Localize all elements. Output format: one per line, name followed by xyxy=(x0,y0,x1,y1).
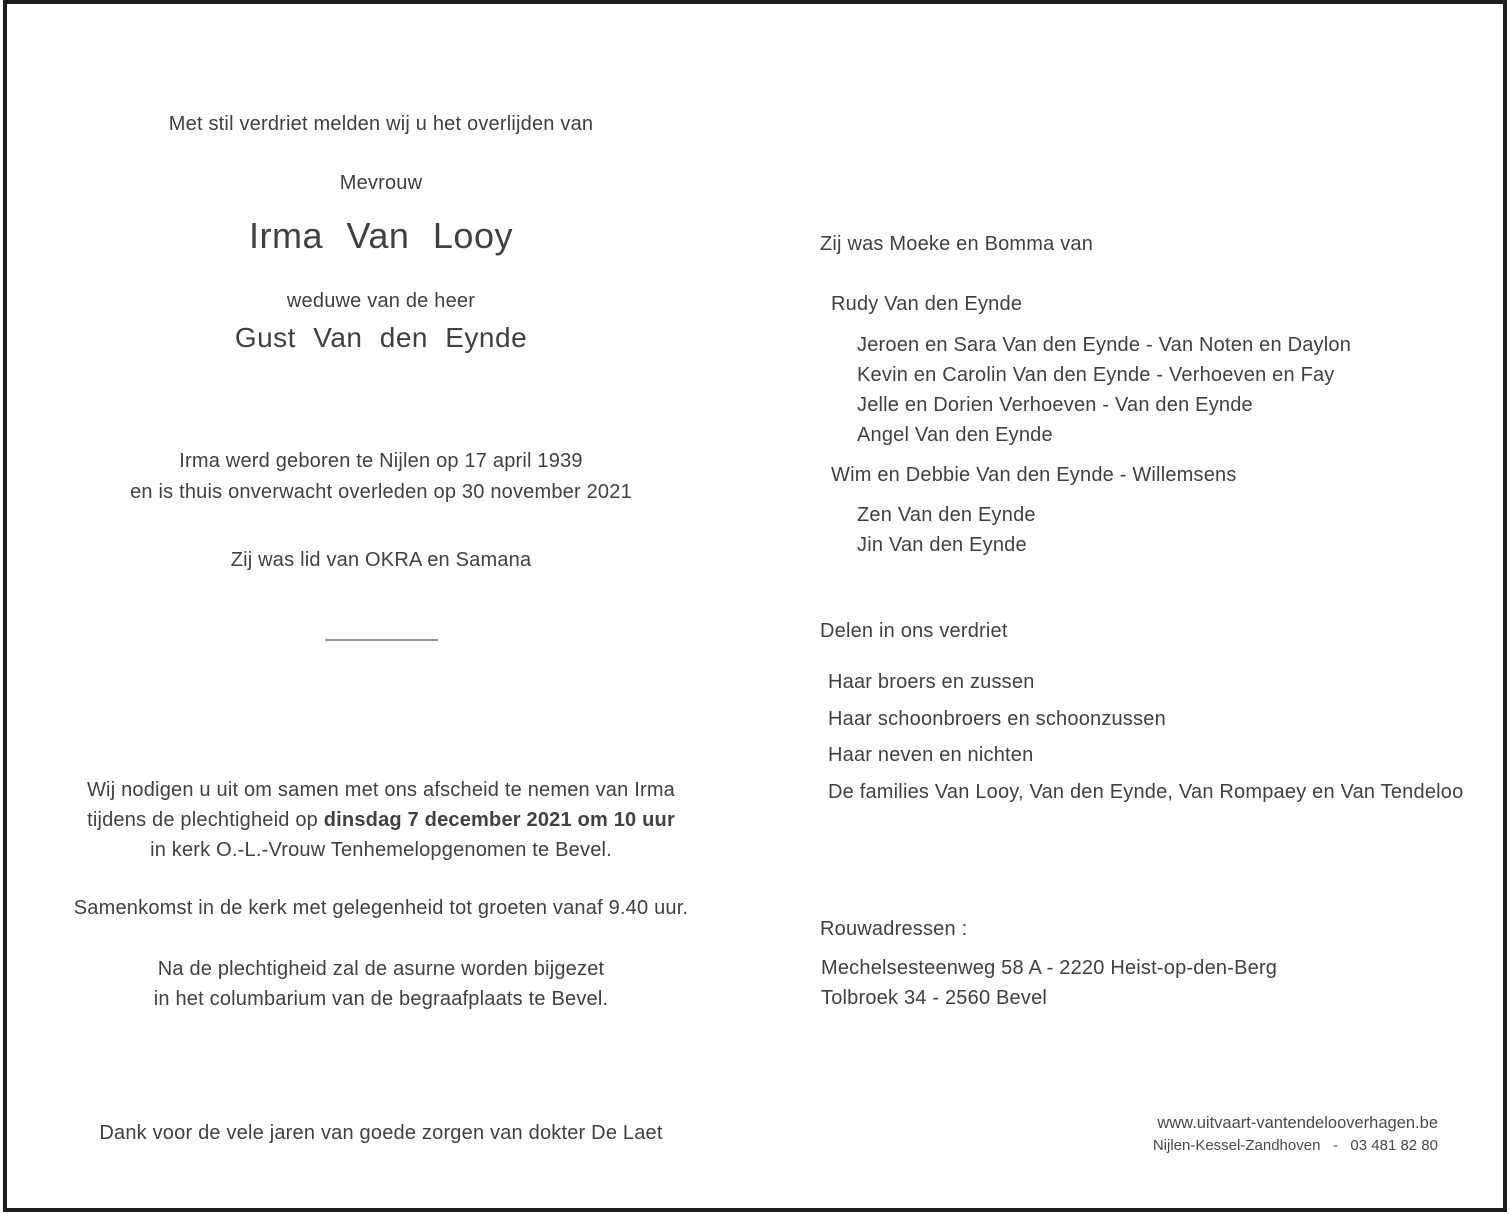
mourning-address: Tolbroek 34 - 2560 Bevel xyxy=(821,987,1048,1009)
salutation: Mevrouw xyxy=(339,172,423,194)
funeral-home-website: www.uitvaart-vantendelooverhagen.be xyxy=(1157,1114,1438,1132)
funeral-home-locations-phone: Nijlen-Kessel-Zandhoven - 03 481 82 80 xyxy=(1152,1137,1438,1154)
grandchild-line: Kevin en Carolin Van den Eynde - Verhoeven en Fay xyxy=(857,364,1335,386)
grandchild-line: Angel Van den Eynde xyxy=(857,424,1053,446)
mourning-addresses xyxy=(821,953,1277,1013)
grief-item: De families Van Looy, Van den Eynde, Van Rompaey en Van Tendeloo xyxy=(828,780,1464,803)
grandchildren-group-1 xyxy=(857,330,1351,450)
child-2: Wim en Debbie Van den Eynde - Willemsens xyxy=(831,464,1237,486)
thanks-line: Dank voor de vele jaren van goede zorgen van dokter De Laet xyxy=(99,1122,663,1144)
grandchildren-group-2 xyxy=(857,500,1036,560)
deceased-name: Irma Van Looy xyxy=(249,215,513,256)
death-line: en is thuis onverwacht overleden op 30 november 2021 xyxy=(130,481,632,503)
spouse-name: Gust Van den Eynde xyxy=(234,322,528,353)
mourning-address: Mechelsesteenweg 58 A - 2220 Heist-op-den-Berg xyxy=(821,957,1278,979)
grief-item: Haar schoonbroers en schoonzussen xyxy=(828,707,1166,730)
funeral-home-footer xyxy=(1153,1112,1438,1157)
widow-of-line: weduwe van de heer xyxy=(286,290,476,312)
ceremony-prefix: tijdens de plechtigheid op xyxy=(87,809,324,831)
invitation-block xyxy=(31,775,731,865)
invitation-line-2 xyxy=(31,805,731,835)
gathering-line: Samenkomst in de kerk met gelegenheid tot groeten vanaf 9.40 uur. xyxy=(73,897,689,919)
birth-line: Irma werd geboren te Nijlen op 17 april 1939 xyxy=(179,450,583,472)
grief-item: Haar broers en zussen xyxy=(828,671,1035,693)
grandchild-line: Jeroen en Sara Van den Eynde - Van Noten en Daylon xyxy=(857,334,1352,356)
urn-block xyxy=(31,954,731,1014)
family-header: Zij was Moeke en Bomma van xyxy=(820,233,1094,255)
grandchild-line: Zen Van den Eynde xyxy=(857,504,1036,526)
child-1: Rudy Van den Eynde xyxy=(831,293,1023,315)
invitation-line-1: Wij nodigen u uit om samen met ons afscheid te nemen van Irma xyxy=(86,779,676,801)
ceremony-datetime: dinsdag 7 december 2021 om 10 uur xyxy=(323,809,675,831)
grief-list xyxy=(828,664,1463,810)
birth-death-block xyxy=(31,446,731,508)
section-divider xyxy=(325,639,438,641)
grief-header: Delen in ons verdriet xyxy=(820,620,1008,642)
mourning-addresses-header: Rouwadressen : xyxy=(820,918,968,940)
grandchild-line: Jelle en Dorien Verhoeven - Van den Eynde xyxy=(857,394,1253,416)
urn-line-1: Na de plechtigheid zal de asurne worden bijgezet xyxy=(157,958,605,980)
intro-line: Met stil verdriet melden wij u het overlijden van xyxy=(168,113,594,135)
invitation-line-3: in kerk O.-L.-Vrouw Tenhemelopgenomen te Bevel. xyxy=(150,839,612,861)
grief-item: Haar neven en nichten xyxy=(828,744,1034,766)
membership-line: Zij was lid van OKRA en Samana xyxy=(230,549,532,571)
grandchild-line: Jin Van den Eynde xyxy=(857,534,1027,556)
urn-line-2: in het columbarium van de begraafplaats te Bevel. xyxy=(153,988,609,1010)
